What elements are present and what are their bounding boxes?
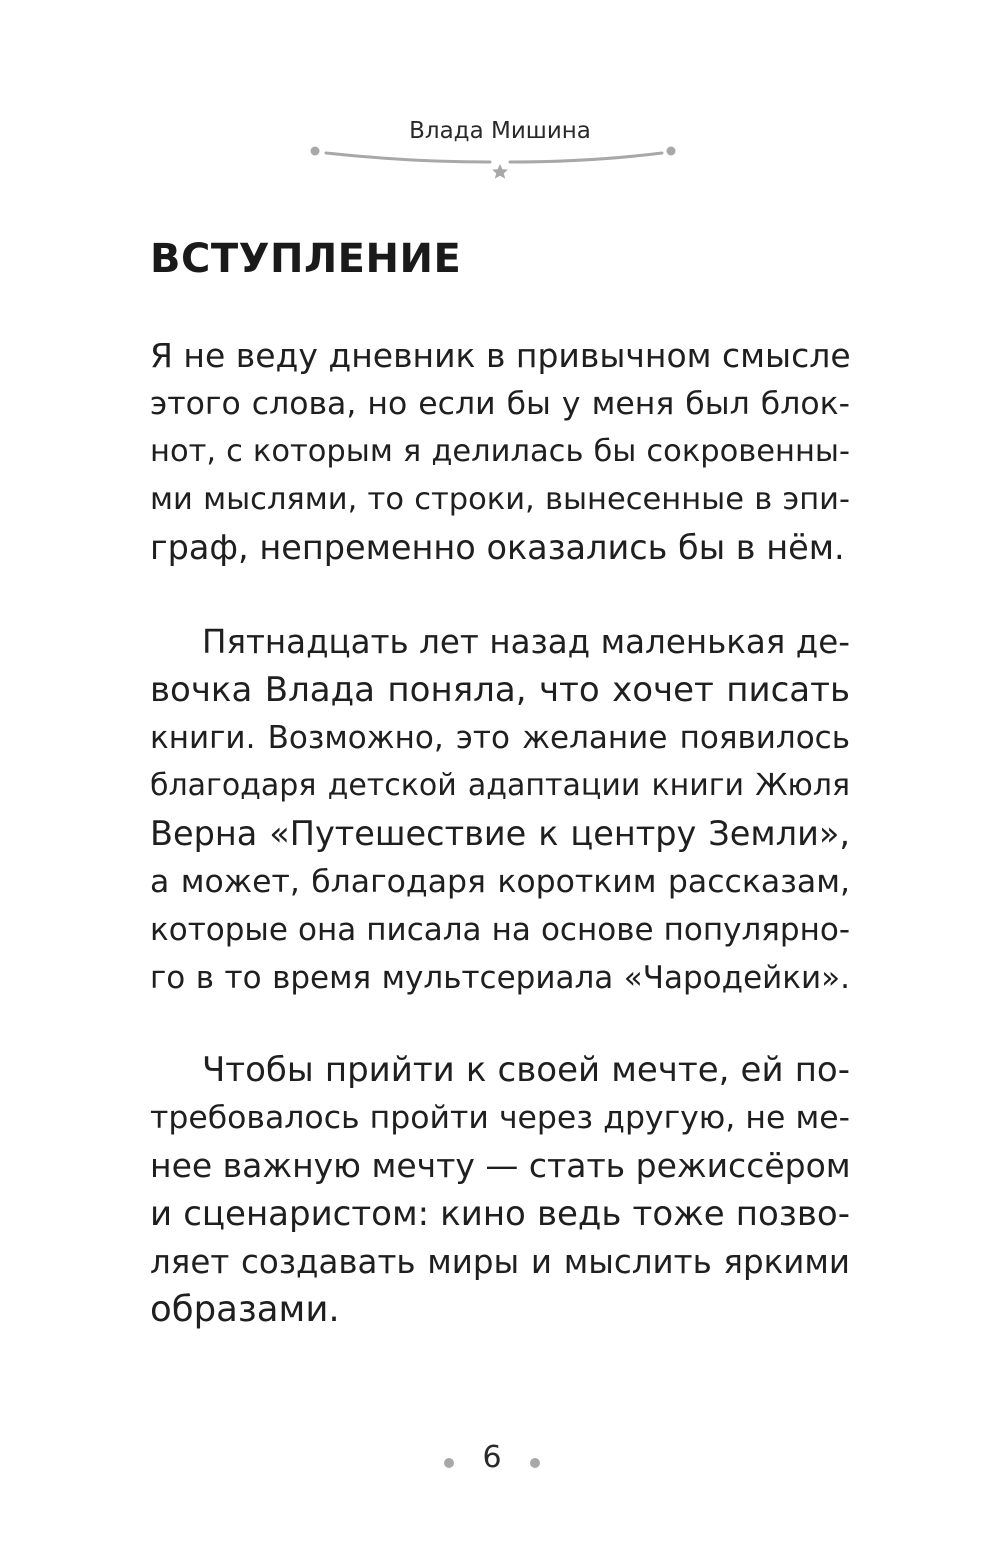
footer-dot-left-icon (444, 1458, 454, 1468)
running-head-author: Влада Мишина (409, 118, 591, 144)
text-line: и сценаристом: кино ведь тоже позво- (150, 1194, 850, 1234)
text-line: этого слова, но если бы у меня был блок- (150, 386, 850, 422)
text-line: которые она писала на основе популярно- (150, 912, 850, 948)
chapter-title: ВСТУПЛЕНИЕ (150, 236, 462, 282)
star-divider-icon (300, 136, 700, 184)
text-line: Верна «Путешествие к центру Земли», (150, 814, 850, 853)
text-line: требовалось пройти через другую, не ме- (150, 1100, 850, 1136)
text-line: нее важную мечту — стать режиссёром (150, 1146, 851, 1185)
text-line: вочка Влада поняла, что хочет писать (150, 670, 850, 710)
text-line: го в то время мультсериала «Чародейки». (150, 960, 850, 996)
text-line: граф, непременно оказались бы в нём. (150, 528, 845, 567)
text-line: образами. (150, 1289, 340, 1330)
text-line: ми мыслями, то строки, вынесенные в эпи- (150, 482, 850, 517)
page-footer (0, 1440, 1000, 1480)
text-line: благодаря детской адаптации книги Жюля (150, 768, 850, 803)
text-line: Чтобы прийти к своей мечте, ей по- (202, 1050, 850, 1090)
page-number: 6 (482, 1440, 502, 1475)
text-line: нот, с которым я делилась бы сокровенны- (150, 434, 850, 469)
footer-dot-right-icon (530, 1458, 540, 1468)
text-line: а может, благодаря коротким рассказам, (150, 864, 850, 900)
text-line: книги. Возможно, это желание появилось (150, 720, 850, 756)
text-line: Пятнадцать лет назад маленькая де- (202, 623, 850, 661)
text-line: Я не веду дневник в привычном смысле (150, 336, 851, 375)
text-line: ляет создавать миры и мыслить яркими (150, 1243, 850, 1281)
